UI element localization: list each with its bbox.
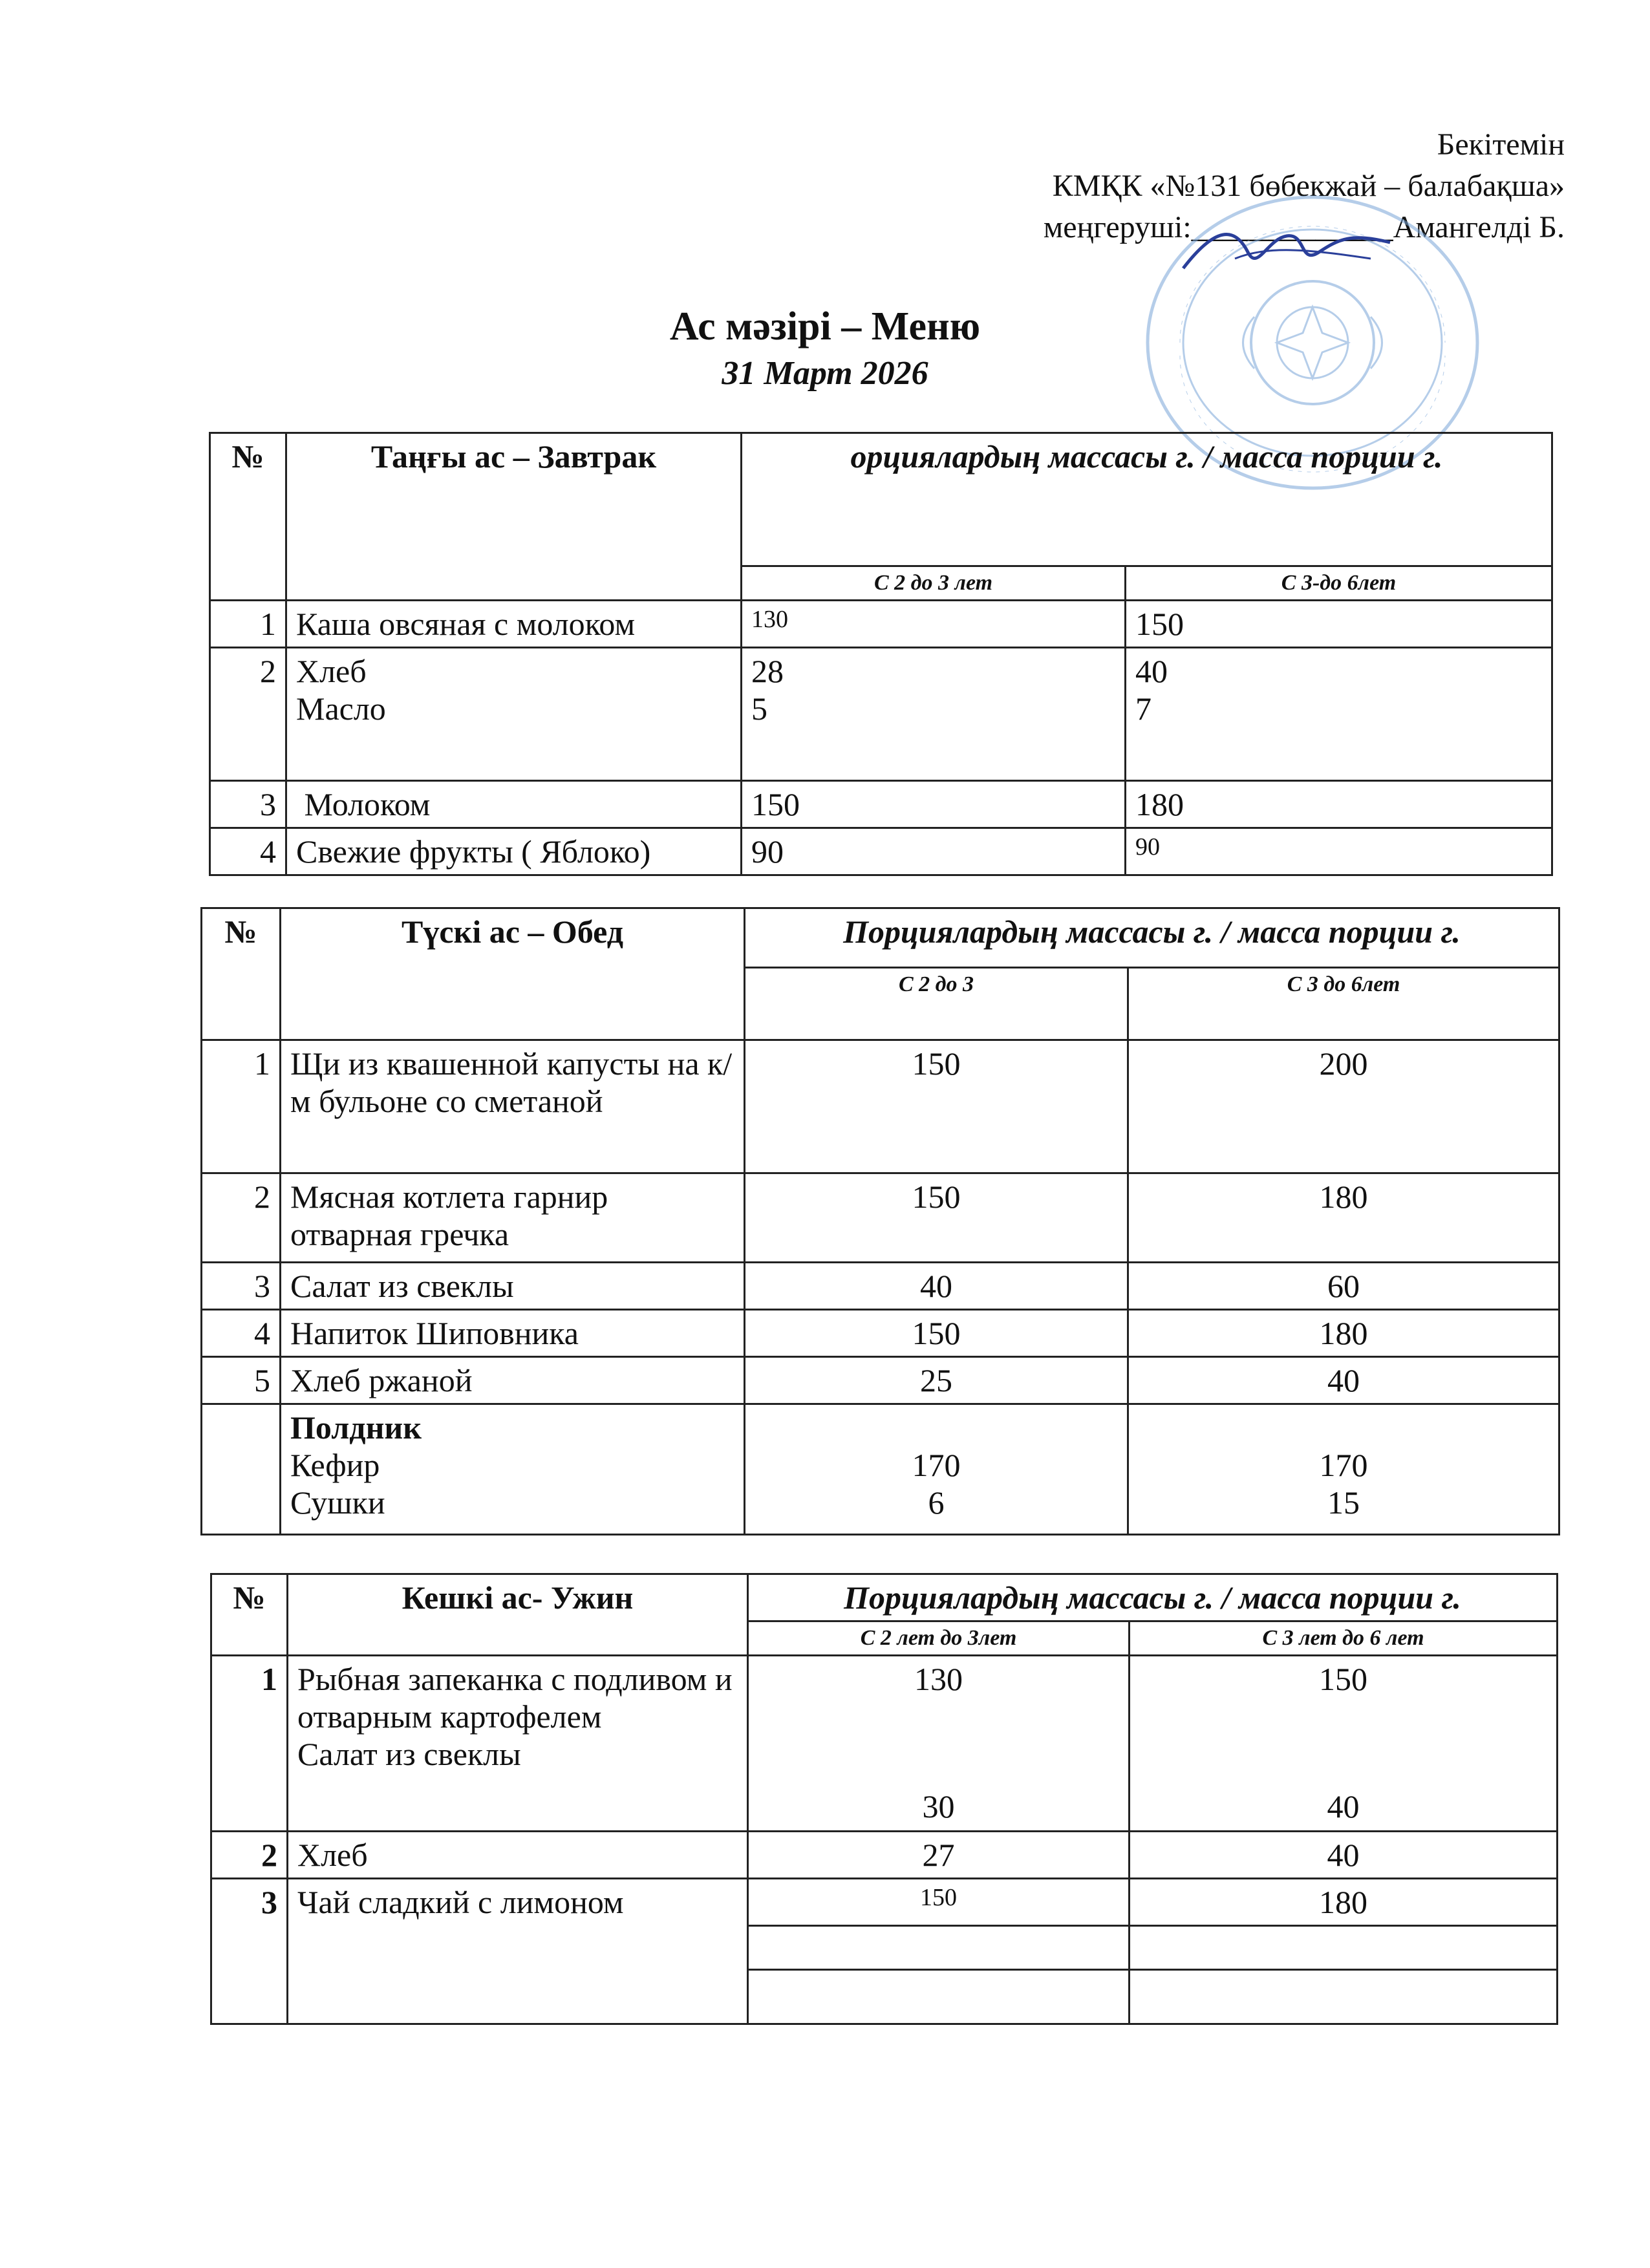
row-num: 4 — [202, 1310, 281, 1357]
dish-item: Рыбная запеканка с подливом и отварным картофелем — [297, 1661, 733, 1735]
portion-3-6: 200 — [1128, 1040, 1559, 1173]
lunch-age-1: С 2 до 3 — [745, 968, 1128, 1040]
empty-cell — [1130, 1970, 1558, 2024]
portion-value: 150 — [1319, 1661, 1367, 1697]
portion-3-6: 150 — [1126, 601, 1552, 648]
dish-name: Свежие фрукты ( Яблоко) — [286, 828, 742, 875]
lunch-col-num: № — [202, 908, 281, 1040]
portion-2-3: 130 — [742, 601, 1126, 648]
portion-3-6: 60 — [1128, 1263, 1559, 1310]
dish-item: Масло — [296, 690, 386, 727]
dish-name — [286, 648, 742, 781]
portion-3-6: 40 — [1130, 1832, 1558, 1879]
dinner-table — [210, 1573, 1558, 2025]
dish-name: Салат из свеклы — [281, 1263, 745, 1310]
lunch-age-2: С 3 до 6лет — [1128, 968, 1559, 1040]
row-num: 2 — [210, 648, 286, 781]
table-row — [202, 1357, 1559, 1404]
approval-position: меңгеруші: — [1043, 210, 1192, 244]
table-row — [210, 648, 1552, 781]
portion-value: 15 — [1327, 1484, 1360, 1521]
table-row — [202, 1310, 1559, 1357]
portion-3-6: 180 — [1128, 1310, 1559, 1357]
dish-item: Салат из свеклы — [297, 1736, 521, 1772]
snack-title: Полдник — [290, 1409, 422, 1446]
table-row — [211, 1879, 1558, 1926]
approval-line-1: Бекітемін — [1437, 127, 1565, 162]
snack-items — [281, 1404, 745, 1535]
portion-value: 130 — [914, 1661, 963, 1697]
approval-name: Амангелді Б. — [1393, 210, 1565, 244]
portion-value: 30 — [922, 1788, 955, 1824]
breakfast-col-num: № — [210, 433, 286, 601]
breakfast-age-2: С 3-до 6лет — [1126, 566, 1552, 601]
portion-value: 40 — [1135, 653, 1168, 689]
portion-value: 6 — [928, 1484, 945, 1521]
breakfast-header-row — [210, 433, 1552, 566]
lunch-header-row — [202, 908, 1559, 968]
portion-3-6: 180 — [1128, 1173, 1559, 1263]
dish-name: Мясная котлета гарнир отварная гречка — [281, 1173, 745, 1263]
dish-name: Чай сладкий с лимоном — [288, 1879, 748, 2024]
dinner-age-1: С 2 лет до 3лет — [748, 1621, 1130, 1656]
dish-name: Хлеб ржаной — [281, 1357, 745, 1404]
portion-value: 40 — [1327, 1788, 1360, 1824]
dish-item: Сушки — [290, 1484, 385, 1521]
portion-2-3: 150 — [748, 1879, 1130, 1926]
dish-item: Кефир — [290, 1447, 380, 1483]
page-title: Ас мәзірі – Меню — [669, 305, 981, 348]
approval-line-2: КМҚК «№131 бөбекжай – балабақша» — [1052, 169, 1565, 203]
row-num: 3 — [211, 1879, 288, 2024]
portion-value: 170 — [912, 1447, 961, 1483]
dinner-age-2: С 3 лет до 6 лет — [1130, 1621, 1558, 1656]
signature-icon — [1177, 213, 1397, 284]
portion-2-3: 150 — [742, 781, 1126, 828]
dish-item: Хлеб — [296, 653, 367, 689]
dish-name: Напиток Шиповника — [281, 1310, 745, 1357]
row-num: 2 — [202, 1173, 281, 1263]
breakfast-table — [209, 432, 1553, 876]
breakfast-age-1: С 2 до 3 лет — [742, 566, 1126, 601]
row-num — [202, 1404, 281, 1535]
lunch-table — [200, 907, 1560, 1535]
portion-3-6: 90 — [1126, 828, 1552, 875]
table-row — [210, 828, 1552, 875]
portion-value: 170 — [1319, 1447, 1368, 1483]
dish-name: Молоком — [286, 781, 742, 828]
row-num: 3 — [210, 781, 286, 828]
table-row — [211, 1832, 1558, 1879]
portion-3-6: 180 — [1126, 781, 1552, 828]
portion-2-3 — [742, 648, 1126, 781]
portion-2-3: 40 — [745, 1263, 1128, 1310]
portion-3-6: 40 — [1128, 1357, 1559, 1404]
empty-cell — [748, 1926, 1130, 1970]
portion-2-3: 90 — [742, 828, 1126, 875]
portion-3-6 — [1126, 648, 1552, 781]
dinner-header-row — [211, 1574, 1558, 1621]
portion-3-6 — [1130, 1656, 1558, 1832]
breakfast-col-mass: орциялардың массасы г. / масса порции г. — [742, 433, 1552, 566]
row-num: 3 — [202, 1263, 281, 1310]
portion-2-3: 25 — [745, 1357, 1128, 1404]
portion-2-3: 150 — [745, 1173, 1128, 1263]
dinner-col-mass: Порциялардың массасы г. / масса порции г. — [748, 1574, 1558, 1621]
portion-2-3: 150 — [745, 1310, 1128, 1357]
row-num: 1 — [210, 601, 286, 648]
table-row — [202, 1173, 1559, 1263]
menu-date: 31 Март 2026 — [722, 355, 928, 392]
dish-name: Каша овсяная с молоком — [286, 601, 742, 648]
breakfast-col-meal: Таңғы ас – Завтрак — [286, 433, 742, 601]
snack-row — [202, 1404, 1559, 1535]
dish-name: Щи из квашенной капусты на к/м бульоне со сметаной — [281, 1040, 745, 1173]
portion-2-3: 27 — [748, 1832, 1130, 1879]
table-row — [210, 781, 1552, 828]
dinner-col-num: № — [211, 1574, 288, 1656]
portion-value: 5 — [751, 690, 767, 727]
empty-cell — [1130, 1926, 1558, 1970]
portion-3-6 — [1128, 1404, 1559, 1535]
dinner-col-meal: Кешкі ас- Ужин — [288, 1574, 748, 1656]
table-row — [210, 601, 1552, 648]
empty-cell — [748, 1970, 1130, 2024]
row-num: 4 — [210, 828, 286, 875]
lunch-col-mass: Порциялардың массасы г. / масса порции г. — [745, 908, 1559, 968]
portion-value: 28 — [751, 653, 784, 689]
portion-2-3 — [748, 1656, 1130, 1832]
row-num: 5 — [202, 1357, 281, 1404]
portion-3-6: 180 — [1130, 1879, 1558, 1926]
approval-signature-blank: _____________ — [1191, 210, 1393, 244]
lunch-col-meal: Түскі ас – Обед — [281, 908, 745, 1040]
table-row — [211, 1656, 1558, 1832]
row-num: 1 — [202, 1040, 281, 1173]
row-num: 1 — [211, 1656, 288, 1832]
portion-2-3: 150 — [745, 1040, 1128, 1173]
table-row — [202, 1263, 1559, 1310]
dish-name — [288, 1656, 748, 1832]
portion-2-3 — [745, 1404, 1128, 1535]
table-row — [202, 1040, 1559, 1173]
portion-value: 7 — [1135, 690, 1152, 727]
row-num: 2 — [211, 1832, 288, 1879]
dish-name: Хлеб — [288, 1832, 748, 1879]
